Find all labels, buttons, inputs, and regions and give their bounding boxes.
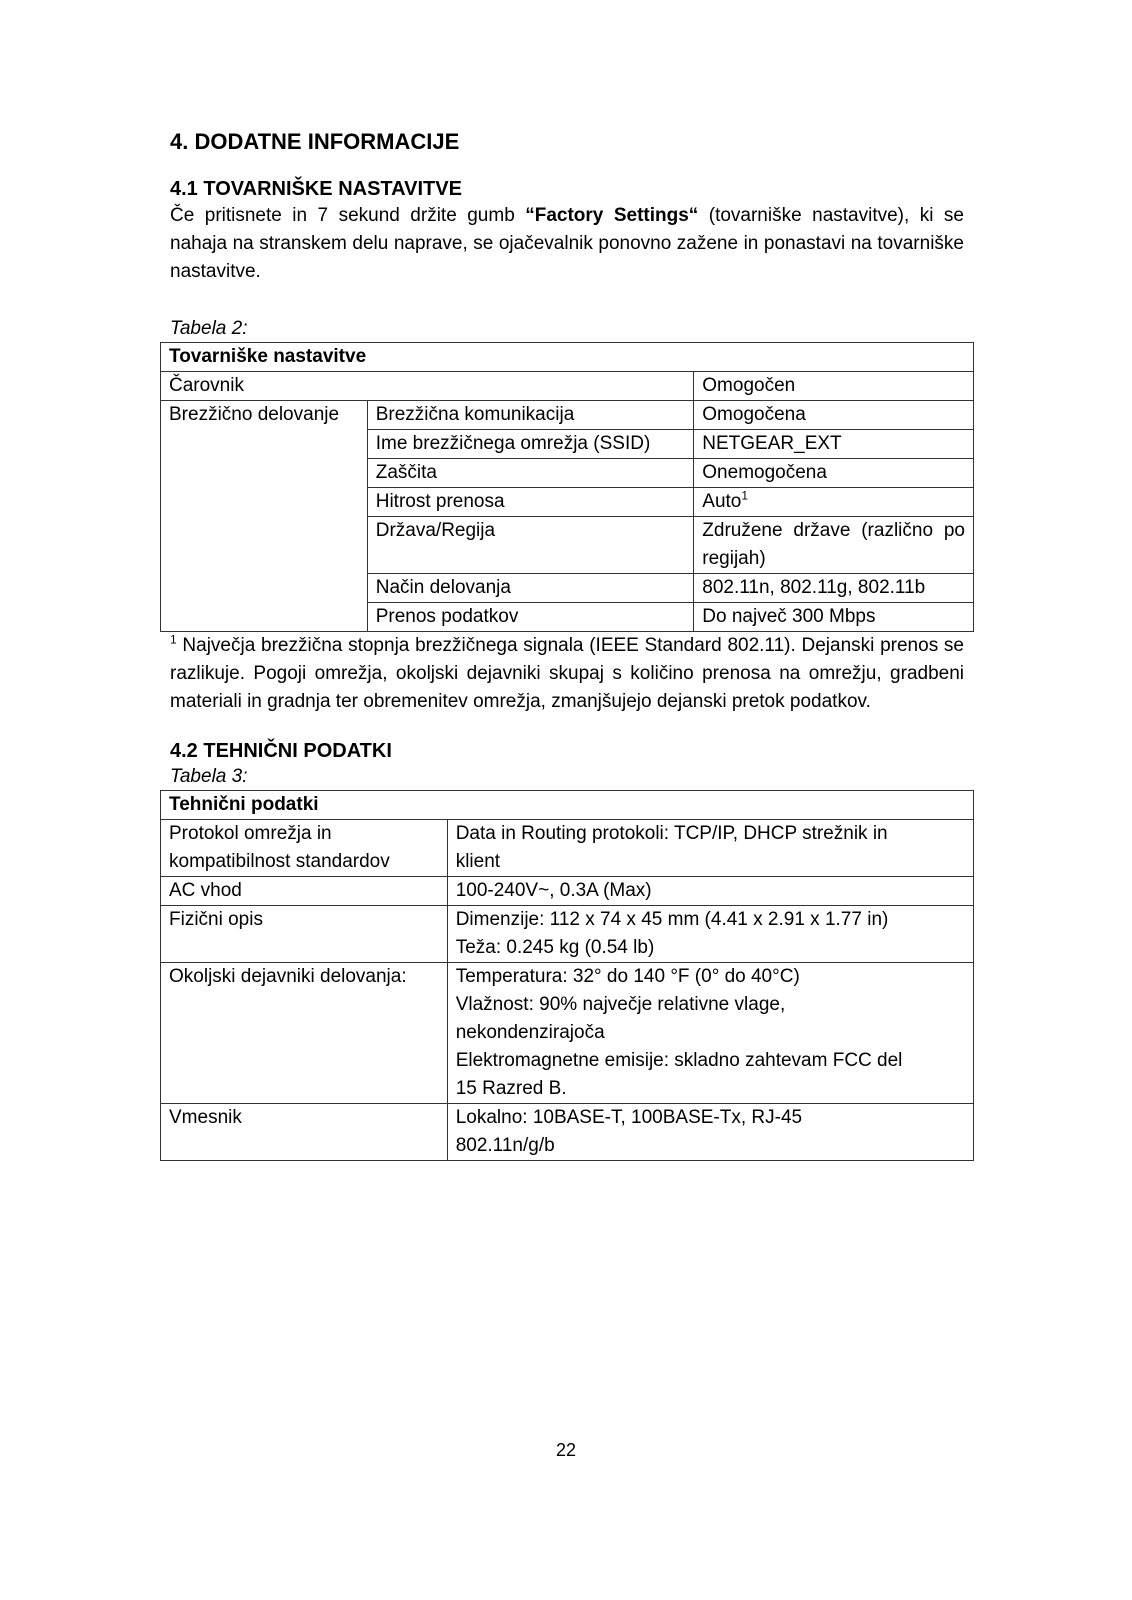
setting-label: Hitrost prenosa bbox=[367, 488, 694, 517]
spec-value-line: Teža: 0.245 kg (0.54 lb) bbox=[455, 937, 655, 958]
spec-label-line: AC vhod bbox=[169, 880, 242, 901]
spec-label bbox=[161, 1104, 448, 1161]
spec-value bbox=[447, 877, 973, 906]
table-header-row bbox=[161, 343, 974, 372]
wireless-group-label: Brezžično delovanje bbox=[161, 401, 368, 632]
spec-value-line: nekondenzirajoča bbox=[455, 1022, 605, 1043]
footnote-mark: 1 bbox=[170, 632, 177, 647]
setting-value-text: Auto bbox=[702, 491, 742, 512]
footnote-text: Največja brezžična stopnja brezžičnega signala (IEEE Standard 802.11). Dejanski prenos se razlikuje. Pogoji omrežja, okoljski dejavniki skupaj s količino prenosa na omrežju, gradbeni materiali in gradnja ter obremenitev omrežja, zmanjšujejo dejanski pretok podatkov. bbox=[170, 635, 964, 712]
spec-value bbox=[447, 963, 973, 1104]
spec-label-line: Okoljski dejavniki delovanja: bbox=[169, 966, 407, 987]
table-header: Tehnični podatki bbox=[161, 791, 974, 820]
table-row bbox=[161, 906, 974, 963]
spec-label bbox=[161, 963, 448, 1104]
spec-label bbox=[161, 877, 448, 906]
setting-value: Do največ 300 Mbps bbox=[694, 603, 974, 632]
spec-value bbox=[447, 1104, 973, 1161]
table-row bbox=[161, 372, 974, 401]
setting-label: Prenos podatkov bbox=[367, 603, 694, 632]
setting-label: Brezžična komunikacija bbox=[367, 401, 694, 430]
para-text-2: (tovarniške nastavitve), ki se nahaja na stranskem delu naprave, se ojačevalnik ponovno zažene in ponastavi na tovarniške nastavitve. bbox=[170, 205, 964, 282]
table-header: Tovarniške nastavitve bbox=[161, 343, 974, 372]
spec-label bbox=[161, 906, 448, 963]
spec-value-line: Dimenzije: 112 x 74 x 45 mm (4.41 x 2.91 x 1.77 in) bbox=[455, 909, 889, 930]
setting-value: 802.11n, 802.11g, 802.11b bbox=[694, 574, 974, 603]
wizard-value: Omogočen bbox=[694, 372, 974, 401]
factory-settings-table bbox=[160, 342, 974, 632]
setting-label: Država/Regija bbox=[367, 517, 694, 574]
page-number: 22 bbox=[555, 1440, 577, 1460]
table-row bbox=[161, 963, 974, 1104]
spec-value bbox=[447, 820, 973, 877]
spec-label-line: kompatibilnost standardov bbox=[169, 851, 390, 872]
wizard-label: Čarovnik bbox=[161, 372, 694, 401]
table-row bbox=[161, 877, 974, 906]
setting-value: NETGEAR_EXT bbox=[694, 430, 974, 459]
spec-value-line: Data in Routing protokoli: TCP/IP, DHCP strežnik in bbox=[455, 823, 888, 844]
table-2-caption: Tabela 2: bbox=[170, 318, 248, 339]
setting-value: Omogočena bbox=[694, 401, 974, 430]
technical-data-table bbox=[160, 790, 974, 1161]
spec-value-line: Temperatura: 32° do 140 °F (0° do 40°C) bbox=[455, 966, 800, 987]
setting-label: Zaščita bbox=[367, 459, 694, 488]
table-row bbox=[161, 820, 974, 877]
spec-value-line: 802.11n/g/b bbox=[455, 1135, 555, 1156]
table-row bbox=[161, 401, 974, 430]
spec-value-line: 100-240V~, 0.3A (Max) bbox=[455, 880, 652, 901]
footnote bbox=[170, 632, 964, 716]
footnote-ref: 1 bbox=[741, 488, 749, 503]
factory-settings-label: “Factory Settings“ bbox=[525, 205, 699, 226]
setting-value bbox=[694, 488, 974, 517]
spec-label-line: Vmesnik bbox=[169, 1107, 242, 1128]
setting-label: Ime brezžičnega omrežja (SSID) bbox=[367, 430, 694, 459]
setting-value: Združene države (različno po regijah) bbox=[694, 517, 974, 574]
setting-label: Način delovanja bbox=[367, 574, 694, 603]
table-header-row bbox=[161, 791, 974, 820]
table-row bbox=[161, 1104, 974, 1161]
spec-value-line: Vlažnost: 90% največje relativne vlage, bbox=[455, 994, 786, 1015]
spec-value-line: Lokalno: 10BASE-T, 100BASE-Tx, RJ-45 bbox=[455, 1107, 803, 1128]
spec-value-line: klient bbox=[455, 851, 501, 872]
table-3-caption: Tabela 3: bbox=[170, 766, 248, 787]
spec-value bbox=[447, 906, 973, 963]
spec-value-line: 15 Razred B. bbox=[455, 1078, 567, 1099]
setting-value: Onemogočena bbox=[694, 459, 974, 488]
section-1-paragraph bbox=[170, 202, 964, 286]
spec-label bbox=[161, 820, 448, 877]
main-heading: 4. DODATNE INFORMACIJE bbox=[170, 129, 460, 154]
spec-label-line: Fizični opis bbox=[169, 909, 263, 930]
para-text-1: Če pritisnete in 7 sekund držite gumb bbox=[170, 205, 526, 226]
spec-label-line: Protokol omrežja in bbox=[169, 823, 332, 844]
section-1-title: 4.1 TOVARNIŠKE NASTAVITVE bbox=[170, 178, 462, 200]
section-2-title: 4.2 TEHNIČNI PODATKI bbox=[170, 740, 392, 762]
spec-value-line: Elektromagnetne emisije: skladno zahtevam FCC del bbox=[455, 1050, 903, 1071]
document-page bbox=[170, 128, 964, 1161]
